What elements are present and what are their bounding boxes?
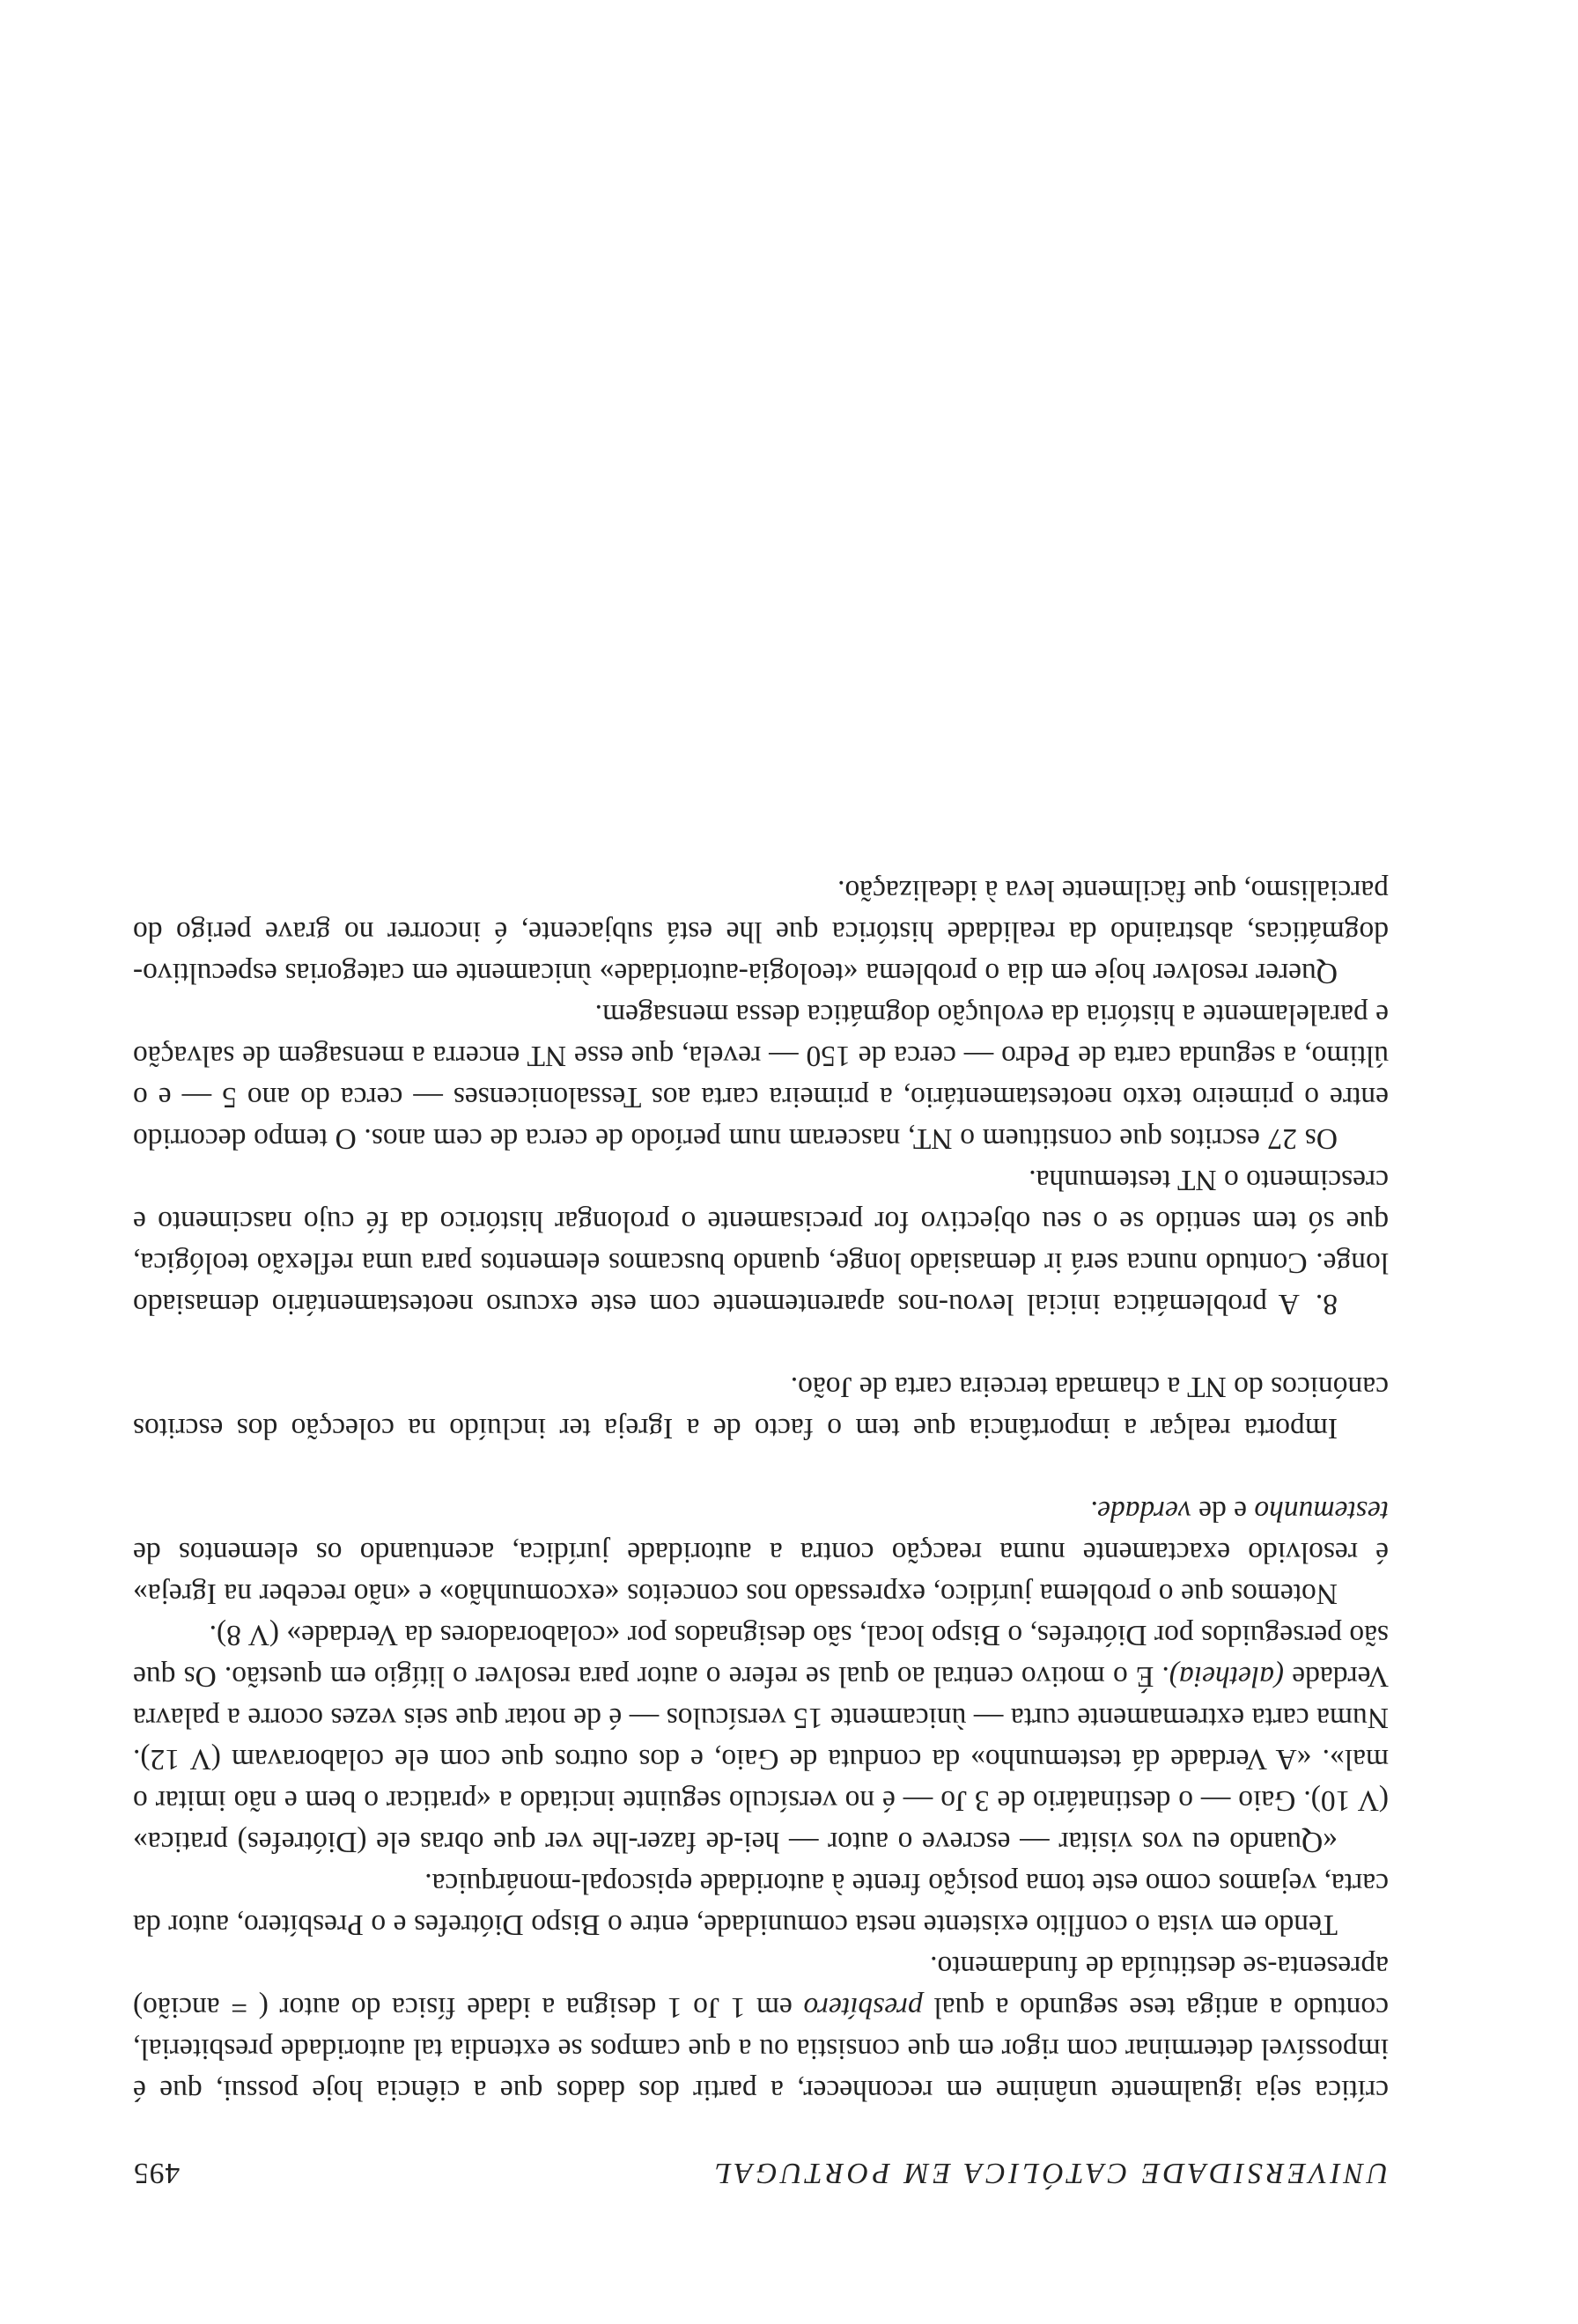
paragraph-3 [133, 1614, 1389, 1863]
paragraph-3-text-a: «Quando eu vos visitar — escreve o autor — hei-de fazer-lhe ver que obras ele (Diótrefes) pratica» (V 10). Gaio — o destinatário de 3 Jo — é no versículo seguinte incitado a «praticar o bem e não imitar o mal». «A Verdade dá testemunho» da conduta de Gaio, e dos outros que com ele colaboravam (V 12). Numa carta extremamente curta — ùnicamente 15 versículos — é de notar que seis vezes ocorre a palavra Verdade [133, 1660, 1389, 1858]
page-content [133, 870, 1389, 2194]
paragraph-1-italic: presbítero [803, 1991, 923, 2024]
paragraph-8: Querer resolver hoje em dia o problema «teologia-autoridade» ùnicamente em categorias especultivo-dogmáticas, abstraindo da realidade histórica que lhe está subjacente, é incorrer no grave perigo do parcialismo, que fàcilmente leva à idealização. [133, 874, 1389, 989]
paragraph-4-italic-1: testemunho [1254, 1495, 1389, 1527]
paragraph-1-text: crítica seja igualmente unânime em reconhecer, a partir dos dados que a ciência hoje possui, que é impossível determinar com rigor em que consistia ou a que campos se extendia tal autoridade presbiterial, contudo a antiga tese segundo a qual [133, 1991, 1389, 2107]
paragraph-3-italic: (aletheia) [1169, 1660, 1285, 1693]
paragraph-4-italic-2: verdade. [1089, 1495, 1191, 1527]
paragraph-2: Tendo em vista o conflito existente nesta comunidade, entre o Bispo Diótrefes e o Presbítero, autor da carta, vejamos como este toma posição frente à autoridade episcopal-monárquica. [133, 1867, 1389, 1941]
running-title: UNIVERSIDADE CATÓLICA EM PORTUGAL [711, 2157, 1389, 2189]
paragraph-3-text-b: . É o motivo central ao qual se refere o autor para resolver o litígio em questão. Os que são perseguidos por Diótrefes, o Bispo local, são designados por «colaboradores da Verdade» (V 8). [133, 1619, 1389, 1693]
paragraph-6 [133, 1159, 1389, 1325]
paragraph-4-text: Notemos que o problema jurídico, expressado nos conceitos «excomunhão» e «não receber na Igreja» é resolvido exactamente numa reacção contra a autoridade jurídica, acentuando os elementos de [133, 1536, 1389, 1610]
paragraph-1 [133, 1945, 1389, 2111]
paragraph-7: Os 27 escritos que constituem o NT, nasceram num período de cerca de cem anos. O tempo decorrido entre o primeiro texto neotestamentário, a primeira carta aos Tessalonicenses — cerca do ano 5 — e o último, a segunda carta de Pedro — cerca de 150 — revela, que esse NT encerra a mensagem de salvação e paralelamente a história da evolução dogmática dessa mensagem. [133, 998, 1389, 1155]
paragraph-6-text: A problemática inicial levou-nos aparentemente com este excurso neotestamentário demasiado longe. Contudo nunca será ir demasiado longe, quando buscamos elementos para uma reflexão teológica, que só tem sentido se o seu objectivo for precisamente o prolongar histórico da fé cujo nascimento e crescimento o NT testemunha. [133, 1164, 1389, 1320]
section-number: 8. [1315, 1288, 1338, 1320]
running-header [133, 2152, 1389, 2194]
page-number: 495 [133, 2157, 181, 2189]
paragraph-4-and: e de [1198, 1495, 1248, 1527]
paragraph-4 [133, 1490, 1389, 1614]
paragraph-1-rest: em 1 Jo 1 designa a idade física do autor ( = ancião) apresenta-se destituída de fundamento. [133, 1950, 1389, 2024]
paragraph-5: Importa realçar a importância que tem o facto de a Igreja ter incluído na colecção dos escritos canónicos do NT a chamada terceira carta de João. [133, 1371, 1389, 1445]
